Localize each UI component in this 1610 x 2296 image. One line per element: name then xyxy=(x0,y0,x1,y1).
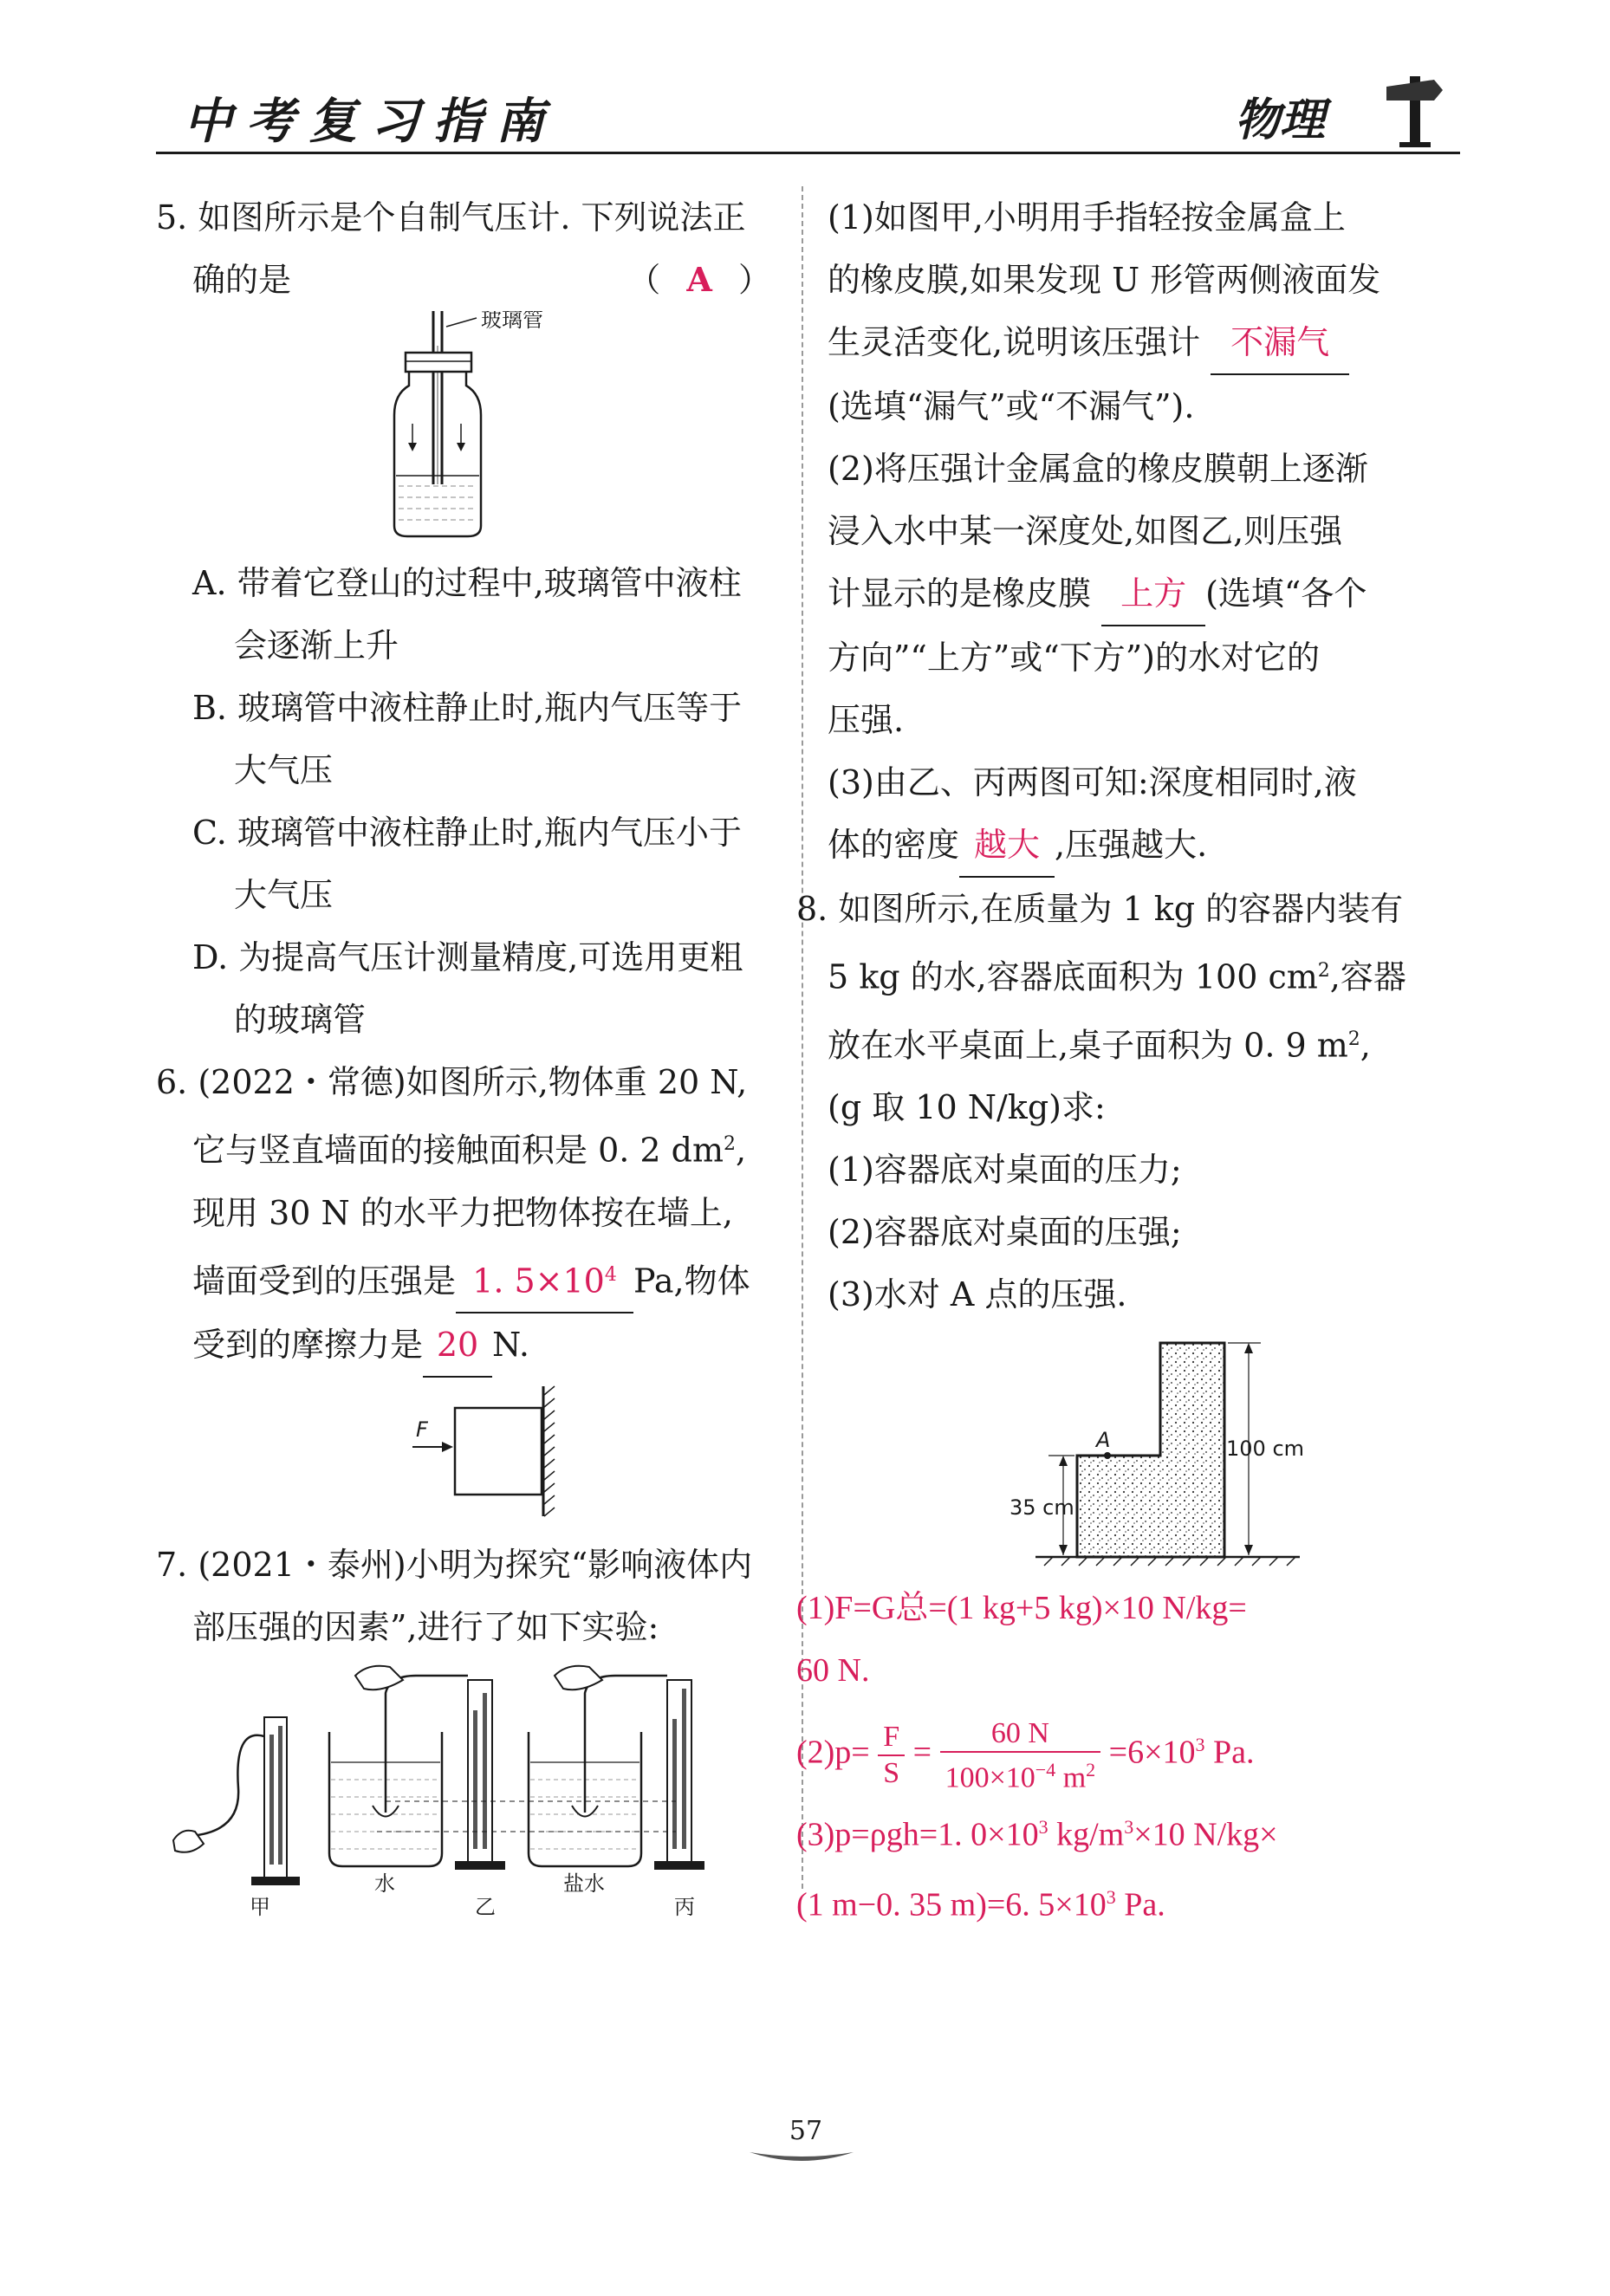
q8-sol3-line2: (1 m−0. 35 m)=6. $5\times 10^3$ Pa. xyxy=(796,1885,1165,1923)
label-water: 水 xyxy=(374,1871,395,1897)
q7-line1: 7. (2021・泰州)小明为探究“影响液体内 xyxy=(156,1546,753,1585)
q6-line3: 现用 30 N 的水平力把物体按在墙上, xyxy=(192,1193,733,1232)
q6-line2: 它与竖直墙面的接触面积是 0. 2 $dm^2$, xyxy=(192,1131,747,1170)
q8-line3: 放在水平桌面上,桌子面积为 0. 9 $m^2$, xyxy=(828,1026,1371,1065)
q5-option-c-2: 大气压 xyxy=(234,876,334,914)
question-8 xyxy=(796,878,1464,1936)
q6-line5: 受到的摩擦力是 20 N. xyxy=(156,1313,771,1378)
q7-sub3-line2: 体的密度 越大 ,压强越大. xyxy=(828,814,1464,878)
q8-ask1: (1)容器底对桌面的压力; xyxy=(828,1151,1182,1190)
barometer-diagram xyxy=(156,311,771,552)
q8-figure xyxy=(828,1326,1464,1577)
subject-title: 物理 xyxy=(1235,94,1326,146)
wall-block-diagram xyxy=(156,1378,771,1534)
q7-sub2-answer: 上方 xyxy=(1101,562,1205,626)
q7-sub1-line3: 生灵活变化,说明该压强计 不漏气 xyxy=(828,311,1464,375)
signpost-icon xyxy=(1382,68,1447,150)
q6-figure xyxy=(156,1378,771,1534)
q8-height-total: 100 cm xyxy=(1226,1437,1305,1462)
q8-line1: 8. 如图所示,在质量为 1 kg 的容器内装有 xyxy=(796,890,1404,928)
q8-solution xyxy=(796,1577,1464,1936)
q6-answer-pressure: 1. $5\times 10^4$ xyxy=(456,1244,633,1314)
q7-sub1-answer: 不漏气 xyxy=(1211,311,1349,375)
q8-line2: 5 kg 的水,容器底面积为 100 $cm^2$,容器 xyxy=(828,957,1406,996)
q7-sub2-line1: (2)将压强计金属盒的橡皮膜朝上逐渐 xyxy=(828,450,1368,488)
q7-sub3-answer: 越大 xyxy=(959,814,1055,878)
q7-sub2-line3: 计显示的是橡皮膜 上方 (选填“各个 xyxy=(828,562,1464,626)
q7-sub2-line5: 压强. xyxy=(828,701,905,739)
q7-sub1-line1: (1)如图甲,小明用手指轻按金属盒上 xyxy=(828,198,1346,237)
q7-sub1-line4: (选填“漏气”或“不漏气”). xyxy=(828,387,1195,425)
q6-line1: 6. (2022・常德)如图所示,物体重 20 N, xyxy=(156,1063,748,1101)
q7-sub3-line1: (3)由乙、丙两图可知:深度相同时,液 xyxy=(828,763,1357,801)
book-title: 中考复习指南 xyxy=(184,93,558,150)
q5-option-d-2: 的玻璃管 xyxy=(234,1001,367,1039)
q7-sub2-line4: 方向”“上方”或“下方”)的水对它的 xyxy=(828,639,1320,677)
left-column xyxy=(156,186,771,1918)
q8-height-low: 35 cm xyxy=(1009,1495,1074,1521)
q5-answer-paren: （ A ） xyxy=(627,260,771,299)
question-6 xyxy=(156,1051,771,1534)
q7-subquestions xyxy=(828,186,1464,878)
q7-sub2-line2: 浸入水中某一深度处,如图乙,则压强 xyxy=(828,512,1343,550)
q7-figure xyxy=(156,1658,771,1918)
page-number: 57 xyxy=(789,2116,823,2146)
q5-option-d-1: D. 为提高气压计测量精度,可选用更粗 xyxy=(192,938,743,976)
label-saltwater: 盐水 xyxy=(563,1871,605,1897)
q6-force-label: F xyxy=(416,1417,428,1443)
q8-ask2: (2)容器底对桌面的压强; xyxy=(828,1213,1182,1252)
q5-option-a-1: A. 带着它登山的过程中,玻璃管中液柱 xyxy=(192,564,742,602)
q5-answer: A xyxy=(686,260,712,299)
label-jia: 甲 xyxy=(250,1895,270,1919)
label-bing: 丙 xyxy=(674,1895,695,1919)
q5-stem-line1: 5. 如图所示是个自制气压计. 下列说法正 xyxy=(156,198,746,237)
q5-option-a-2: 会逐渐上升 xyxy=(234,626,399,665)
q8-ask3: (3)水对 A 点的压强. xyxy=(828,1275,1127,1314)
q5-stem-line2: 确的是 （ A ） xyxy=(156,249,771,311)
q8-point-a: A xyxy=(1096,1428,1111,1453)
q5-option-b-1: B. 玻璃管中液柱静止时,瓶内气压等于 xyxy=(192,689,743,727)
header-rule xyxy=(156,152,1460,154)
label-yi: 乙 xyxy=(475,1895,496,1919)
question-5 xyxy=(156,186,771,1051)
q5-option-b-2: 大气压 xyxy=(234,751,334,789)
q6-answer-friction: 20 xyxy=(423,1313,492,1378)
q8-sol2: (2)p= $\frac{F}{S}$ = $\frac{60 N}{100\times 10^{-4} m^2}$ $=6\times 10^3$ Pa. xyxy=(796,1716,1255,1793)
right-column xyxy=(796,186,1464,1936)
question-7 xyxy=(156,1534,771,1918)
q8-sol3-line1: (3)p=ρgh=1. $0\times 10^3$ $kg/m^3\times 10$ N/kg× xyxy=(796,1815,1278,1853)
gauge-yi xyxy=(329,1666,505,1896)
q6-line4: 墙面受到的压强是 1. $5\times 10^4$ Pa,物体 xyxy=(156,1244,771,1314)
container-diagram xyxy=(828,1326,1464,1577)
q7-line2: 部压强的因素”,进行了如下实验: xyxy=(192,1608,659,1647)
q8-sol2-frac1: $\frac{F}{S}$ xyxy=(878,1720,905,1791)
q5-option-c-1: C. 玻璃管中液柱静止时,瓶内气压小于 xyxy=(192,814,742,852)
q5-figure-label: 玻璃管 xyxy=(481,311,543,332)
gauge-bing xyxy=(529,1666,704,1896)
q5-figure xyxy=(156,311,771,552)
gauge-jia xyxy=(173,1717,300,1885)
q8-sol2-frac2: $\frac{60 N}{100\times 10^{-4} m^2}$ xyxy=(940,1716,1101,1795)
q8-sol1-line1: (1)F=G总=(1 kg+5 kg)×10 N/kg= xyxy=(796,1590,1247,1627)
q7-sub1-line2: 的橡皮膜,如果发现 U 形管两侧液面发 xyxy=(828,261,1381,299)
pressure-gauge-experiment xyxy=(156,1658,771,1918)
q8-line4: (g 取 10 N/kg)求: xyxy=(828,1088,1106,1127)
page-number-swoosh xyxy=(745,2147,858,2164)
q8-sol1-line2: 60 N. xyxy=(796,1652,870,1690)
